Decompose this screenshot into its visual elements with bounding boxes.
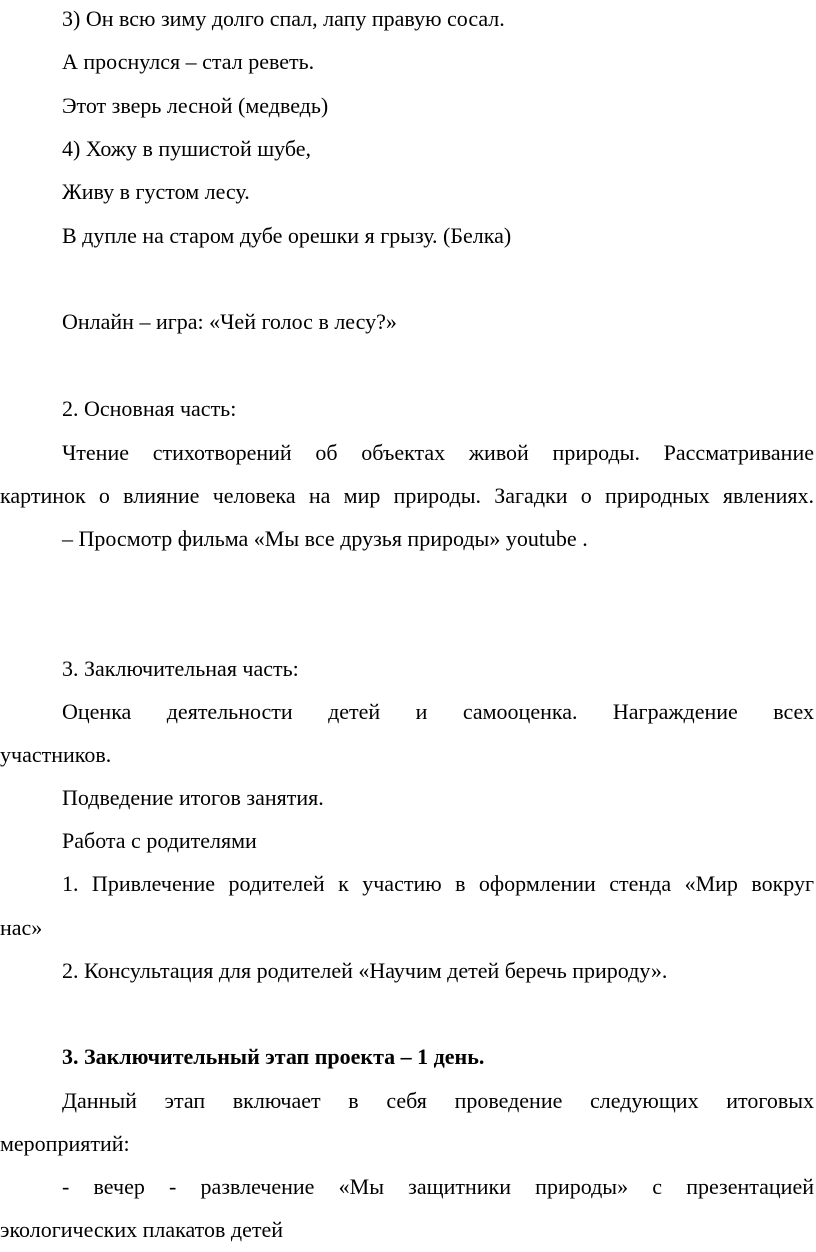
event-line-1: - вечер - развлечение «Мы защитники природы» с презентацией — [62, 1174, 814, 1199]
online-game-line: Онлайн – игра: «Чей голос в лесу?» — [62, 309, 397, 334]
final-stage-heading: 3. Заключительный этап проекта – 1 день. — [62, 1044, 485, 1069]
riddle-4-answer: В дупле на старом дубе орешки я грызу. (Белка) — [62, 223, 512, 248]
riddle-3-answer: Этот зверь лесной (медведь) — [62, 93, 329, 118]
riddle-4-line-2: Живу в густом лесу. — [62, 179, 250, 204]
main-part-para-line-2: картинок о влияние человека на мир природы. Загадки о природных явлениях. — [0, 483, 814, 508]
final-part-para-line-1: Оценка деятельности детей и самооценка. Награждение всех — [62, 699, 814, 724]
final-stage-para-line-2: мероприятий: — [0, 1131, 130, 1156]
riddle-4-line-1: 4) Хожу в пушистой шубе, — [62, 136, 312, 161]
parents-item-1-line-1: 1. Привлечение родителей к участию в оформлении стенда «Мир вокруг — [62, 871, 814, 896]
riddle-3-line-2: А проснулся – стал реветь. — [62, 49, 315, 74]
main-part-para-line-1: Чтение стихотворений об объектах живой природы. Рассматривание — [62, 440, 814, 465]
final-part-para-line-2: участников. — [0, 742, 112, 767]
parents-item-2: 2. Консультация для родителей «Научим детей беречь природу». — [62, 958, 668, 983]
riddle-3-line-1: 3) Он всю зиму долго спал, лапу правую сосал. — [62, 6, 505, 31]
event-line-2: экологических плакатов детей — [0, 1217, 283, 1242]
final-part-heading: 3. Заключительная часть: — [62, 656, 299, 681]
parents-heading: Работа с родителями — [62, 828, 257, 853]
final-stage-para-line-1: Данный этап включает в себя проведение следующих итоговых — [62, 1088, 814, 1113]
main-part-heading: 2. Основная часть: — [62, 396, 237, 421]
parents-item-1-line-2: нас» — [0, 915, 43, 940]
summary-line: Подведение итогов занятия. — [62, 785, 324, 810]
film-line: – Просмотр фильма «Мы все друзья природы» youtube . — [62, 526, 588, 551]
